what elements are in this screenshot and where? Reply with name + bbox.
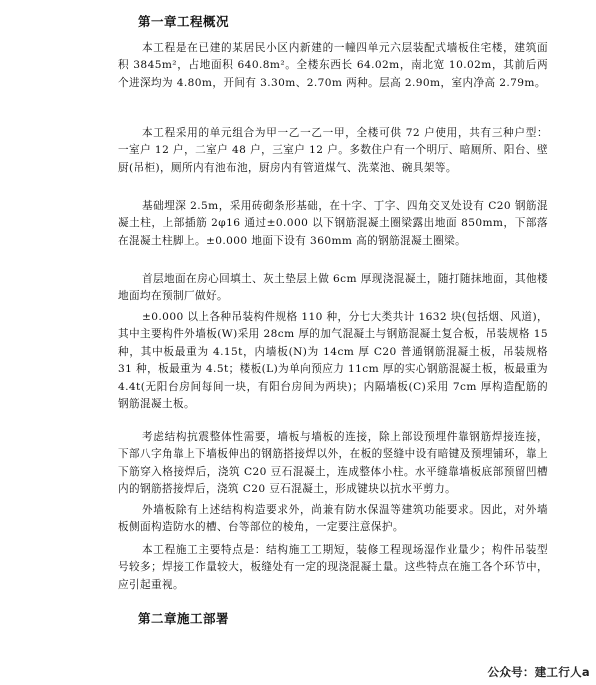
- paragraph-ground-floor: 首层地面在房心回填土、灰土垫层上做 6cm 厚现浇混凝土，随打随抹地面，其他楼地面均在预制厂做好。: [118, 273, 548, 303]
- paragraph-project-overview: 本工程是在已建的某居民小区内新建的一幢四单元六层装配式墙板住宅楼，建筑面积 3845m²，占地面积 640.8m²。全楼东西长 64.02m，南北宽 10.02m，其前后两个进深均为 4.80m，开间有 3.30m、2.70m 两种。层高 2.90m，室内净高 2.79m。: [118, 42, 548, 89]
- paragraph-components: ±0.000 以上各种吊装构件规格 110 种，分七大类共计 1632 块(包括烟、风道)，其中主要构件外墙板(W)采用 28cm 厚的加气混凝土与钢筋混凝土复合板，吊装规格 15 种，其中板最重为 4.15t，内墙板(N)为 14cm 厚 C20 普通钢筋混凝土板，吊装规格 31 种，板最重为 4.5t；楼板(L)为单向预应力 11cm 厚的实心钢筋混凝土板，板最重为 4.4t(无阳台房间每间一块，有阳台房间为两块)；内隔墙板(C)采用 7cm 厚构造配筋的钢筋混凝土板。: [118, 311, 548, 411]
- paragraph-unit-layout: 本工程采用的单元组合为甲一乙一乙一甲，全楼可供 72 户使用，共有三种户型：一室户 12 户，二室户 48 户，三室户 12 户。多数住户有一个明厅、暗厕所、阳台、壁厨(吊柜)，厕所内有池布池，厨房内有管道煤气、洗菜池、碗具架等。: [118, 127, 548, 174]
- chapter-2-title: 第二章施工部署: [138, 611, 230, 626]
- paragraph-exterior-wall: 外墙板除有上述结构构造要求外，尚兼有防水保温等建筑功能要求。因此，对外墙板侧面构造防水的槽、台等部位的棱角，一定要注意保护。: [118, 504, 548, 534]
- chapter-1-title: 第一章工程概况: [138, 14, 230, 29]
- paragraph-foundation: 基础埋深 2.5m，采用砖砌条形基础，在十字、丁字、四角交叉处设有 C20 钢筋混凝土柱，上部插筋 2φ16 通过±0.000 以下钢筋混凝土圈梁露出地面 850mm，下部落在混凝土柱脚上。±0.000 地面下设有 360mm 高的钢筋混凝土圈梁。: [118, 200, 548, 247]
- watermark-text: 公众号：建工行人a: [487, 665, 590, 679]
- paragraph-seismic-connections: 考虑结构抗震整体性需要，墙板与墙板的连接，除上部设预埋件靠钢筋焊接连接，下部八字角靠上下墙板伸出的钢筋搭接焊以外，在板的竖缝中设有暗键及预埋铺环，靠上下筋穿入格接焊后，浇筑 C20 豆石混凝土，连成整体小柱。水平缝靠墙板底部预留凹槽内的钢筋搭接焊后，浇筑 C20 豆石混凝土，形成键块以抗水平剪力。: [118, 431, 548, 496]
- paragraph-construction-features: 本工程施工主要特点是：结构施工工期短，装修工程现场湿作业量少；构件吊装型号较多；焊接工作量较大，板缝处有一定的现浇混凝土量。这些特点在施工各个环节中，应引起重视。: [118, 544, 548, 591]
